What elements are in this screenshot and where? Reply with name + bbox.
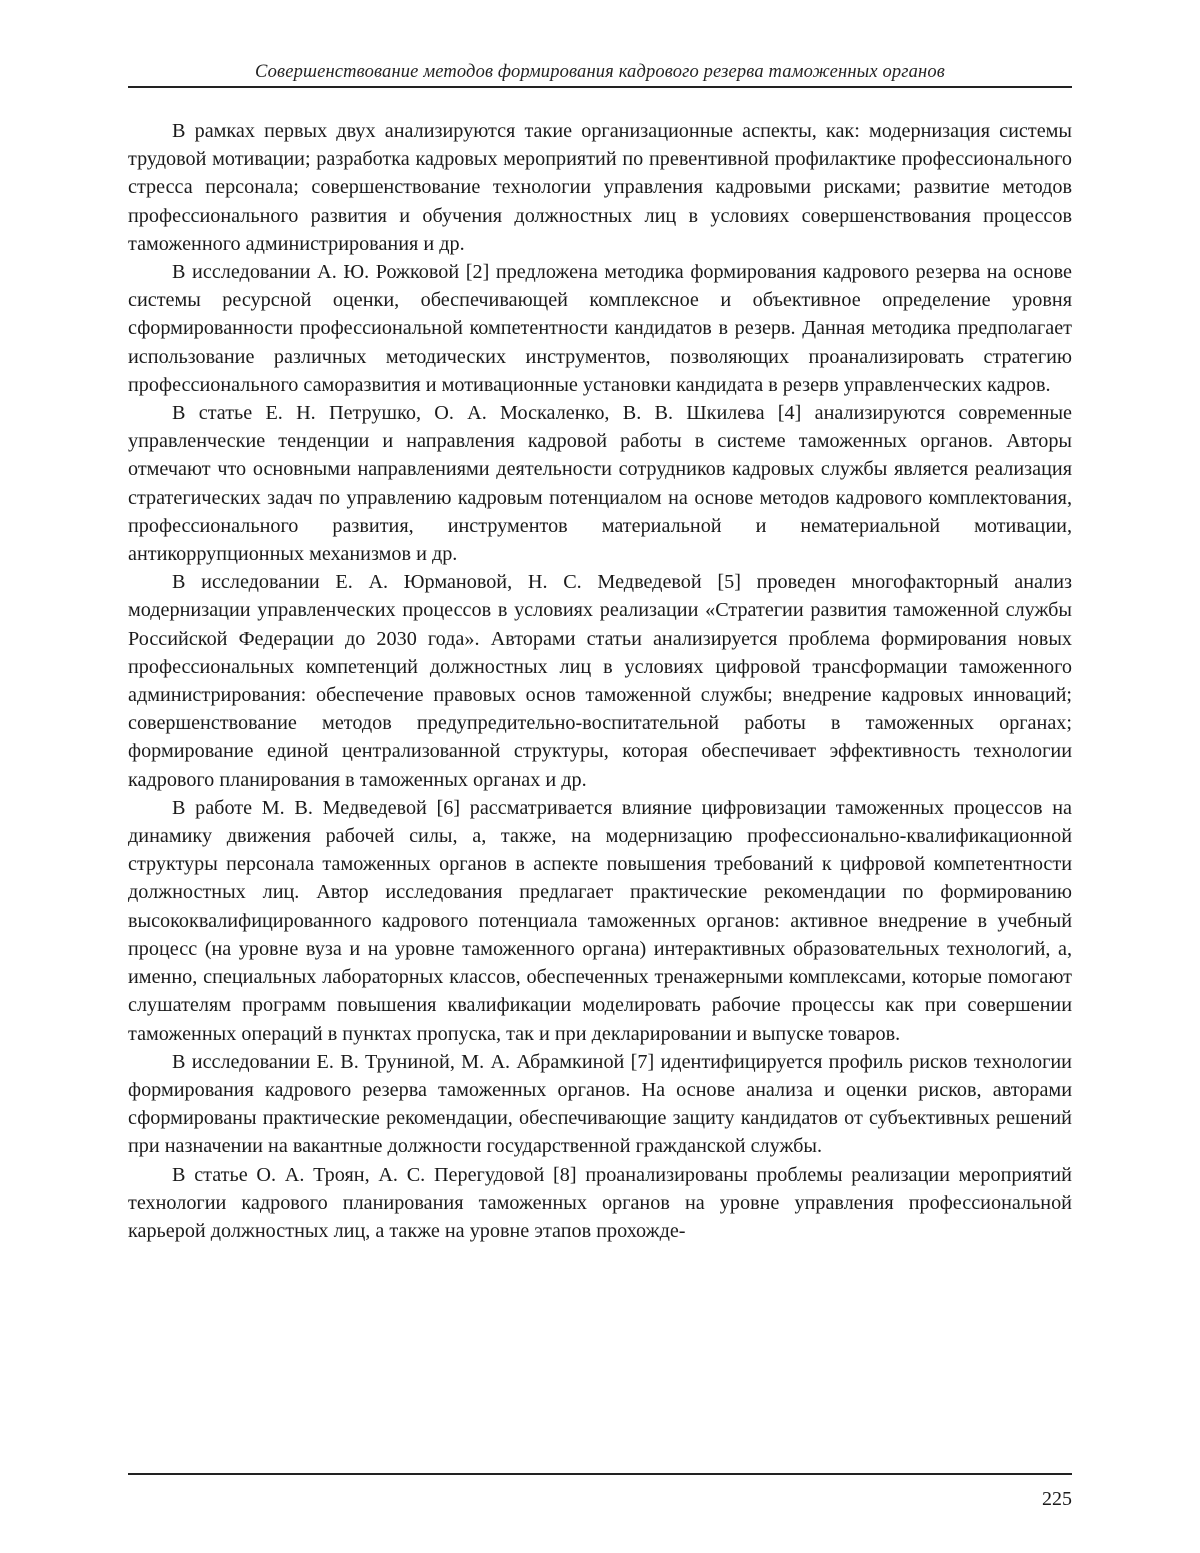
paragraph: В исследовании Е. А. Юрмановой, Н. С. Медведевой [5] проведен многофакторный анализ модернизации управленческих процессов в условиях реализации «Стратегии раз­вития таможенной службы Российской Федерации до 2030 года». Авторами статьи анали­зируется проблема формирования новых профессиональных компетенций должностных лиц в условиях цифровой трансформации таможенного администрирования: обеспечение правовых основ таможенной службы; внедрение кадровых инноваций; совершенствование методов предупредительно-воспитательной работы в таможенных органах; формирование единой централизованной структуры, которая обеспечивает эффективность технологии кадрового планирования в таможенных органах и др. <box>128 568 1072 794</box>
running-header-title: Совершенствование методов формирования кадрового резерва таможенных органов <box>128 60 1072 84</box>
article-body <box>128 117 1072 1245</box>
paragraph: В статье О. А. Троян, А. С. Перегудовой [8] проанализированы проблемы реализации мероприятий технологии кадрового планирования таможенных органов на уровне управ­ления профессиональной карьерой должностных лиц, а также на уровне этапов прохожде- <box>128 1161 1072 1246</box>
paragraph: В исследовании Е. В. Труниной, М. А. Абрамкиной [7] идентифицируется профиль рисков технологии формирования кадрового резерва таможенных органов. На основе ана­лиза и оценки рисков, авторами сформированы практические рекомендации, обеспечива­ющие защиту кандидатов от субъективных решений при назначении на вакантные долж­ности государственной гражданской службы. <box>128 1048 1072 1161</box>
journal-page <box>128 0 1072 1553</box>
paragraph: В исследовании А. Ю. Рожковой [2] предложена методика формирования кадрового резерва на основе системы ресурсной оценки, обеспечивающей комплексное и объектив­ное определение уровня сформированности профессиональной компетентности кандида­тов в резерв. Данная методика предполагает использование различных методических ин­струментов, позволяющих проанализировать стратегию профессионального саморазвития и мотивационные установки кандидата в резерв управленческих кадров. <box>128 258 1072 399</box>
paragraph: В рамках первых двух анализируются такие организационные аспекты, как: модер­низация системы трудовой мотивации; разработка кадровых мероприятий по превентив­ной профилактике профессионального стресса персонала; совершенствование технологии управления кадровыми рисками; развитие методов профессионального развития и обу­чения должностных лиц в условиях совершенствования процессов таможенного админи­стрирования и др. <box>128 117 1072 258</box>
header-rule <box>128 86 1072 88</box>
page-number: 225 <box>1042 1486 1072 1512</box>
paragraph: В статье Е. Н. Петрушко, О. А. Москаленко, В. В. Шкилева [4] анализируются совре­менные управленческие тенденции и направления кадровой работы в системе таможен­ных органов. Авторы отмечают что основными направлениями деятельности сотрудников кадровых службы является реализация стратегических задач по управлению кадровым потенциалом на основе методов кадрового комплектования, профессионального развития, инструментов материальной и нематериальной мотивации, антикоррупционных механиз­мов и др. <box>128 399 1072 568</box>
footer-rule <box>128 1473 1072 1475</box>
paragraph: В работе М. В. Медведевой [6] рассматривается влияние цифровизации таможенных процессов на динамику движения рабочей силы, а, также, на модернизацию профессио­нально-квалификационной структуры персонала таможенных органов в аспекте повы­шения требований к цифровой компетентности должностных лиц. Автор исследования предлагает практические рекомендации по формированию высококвалифицированного кадрового потенциала таможенных органов: активное внедрение в учебный процесс (на уровне вуза и на уровне таможенного органа) интерактивных образовательных техноло­гий, а, именно, специальных лабораторных классов, обеспеченных тренажерными ком­плексами, которые помогают слушателям программ повышения квалификации моделиро­вать рабочие процессы как при совершении таможенных операций в пунктах пропуска, так и при декларировании и выпуске товаров. <box>128 794 1072 1048</box>
